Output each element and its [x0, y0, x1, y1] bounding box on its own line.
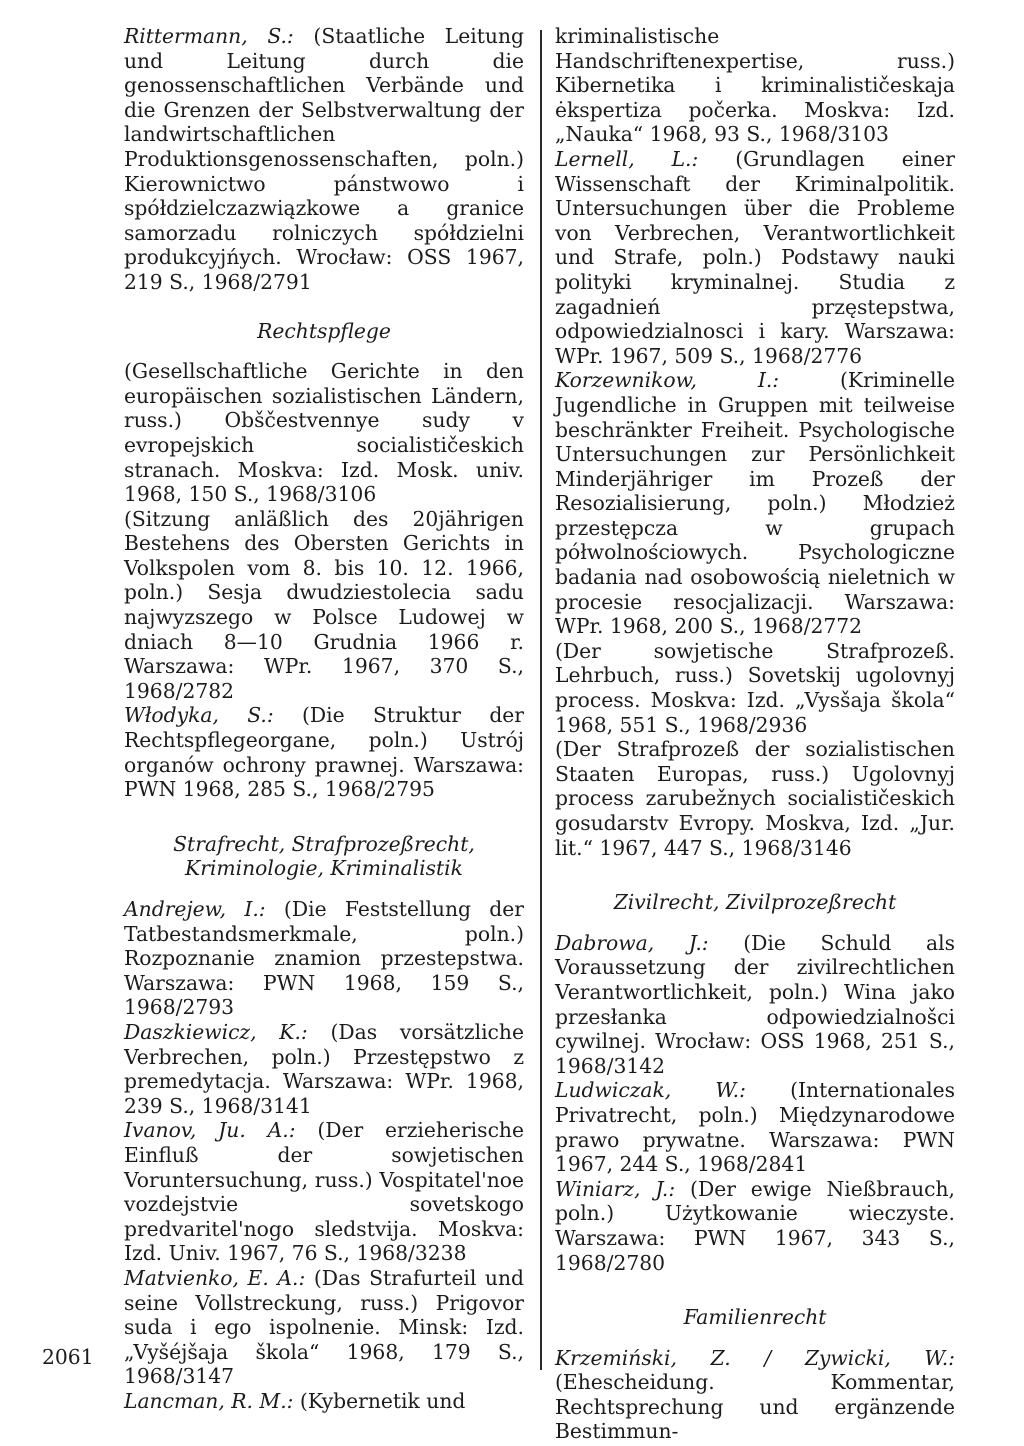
entry-author: Ivanov, Ju. A.: — [124, 1118, 296, 1143]
heading-line: Zivilrecht, Zivilprozeßrecht — [613, 890, 897, 915]
entry-author: Krzemiński, Z. / Zywicki, W.: — [555, 1345, 955, 1370]
entry-author: Lancman, R. M.: — [124, 1388, 294, 1413]
entry-text: (Internationales Privatrecht, poln.) Międzynarodowe prawo prywatne. Warszawa: PWN 1967, 244 S., 1968/2841 — [555, 1078, 955, 1177]
entry-author: Korzewnikow, I.: — [555, 368, 780, 393]
entry-author: Rittermann, S.: — [124, 24, 294, 48]
bibliography-entry — [124, 507, 524, 704]
bibliography-entry — [555, 737, 955, 860]
right-column — [555, 24, 955, 1444]
entry-text: (Ehescheidung. Kommentar, Rechtsprechung und ergänzende Bestimmun- — [555, 1370, 955, 1444]
bibliography-entry — [124, 24, 524, 295]
heading-line: Rechtspflege — [257, 318, 391, 343]
heading-line: Strafrecht, Strafprozeßrecht, — [173, 831, 475, 856]
entry-text: (Der Strafprozeß der sozialistischen Staaten Europas, russ.) Ugolovnyj process zarubežnych socialističeskich gosudarstv Evropy. Moskva, Izd. „Jur. lit.“ 1967, 447 S., 1968/3146 — [555, 737, 955, 860]
entry-author: Włodyka, S.: — [124, 703, 274, 728]
entry-author: Daszkiewicz, K.: — [124, 1019, 308, 1044]
bibliography-entry — [124, 897, 524, 1020]
entry-text: (Kriminelle Jugendliche in Gruppen mit teilweise beschränkter Freiheit. Psychologische Untersuchungen zur Persönlichkeit Minderjähriger im Prozeß der Resozialisierung, poln.) Młodzież przestępcza w grupach półwolnościowych. Psychologiczne badania nad osobowością nieletnich w procesie resocjalizacji. Warszawa: WPr. 1968, 200 S., 1968/2772 — [555, 368, 956, 639]
bibliography-entry — [555, 1078, 955, 1176]
section-heading-zivilrecht — [555, 890, 955, 915]
heading-line: Kriminologie, Kriminalistik — [185, 856, 463, 881]
entry-text: (Die Struktur der Rechtspflegeorgane, poln.) Ustrój organów ochrony prawnej. Warszawa: PWN 1968, 285 S., 1968/2795 — [124, 703, 524, 802]
entry-text: (Das Strafurteil und seine Vollstreckung, russ.) Prigovor suda i ego ispolnenie. Minsk: Izd. „Vyšéjšaja škola“ 1968, 179 S., 1968/3147 — [124, 1265, 524, 1389]
entry-text: (Der sowjetische Strafprozeß. Lehrbuch, russ.) Sovetskij ugolovnyj process. Moskva: Izd. „Vysšaja škola“ 1968, 551 S., 1968/2936 — [555, 638, 955, 737]
bibliography-entry — [555, 368, 955, 639]
bibliography-entry — [124, 1389, 524, 1414]
section-heading-rechtspflege — [124, 319, 524, 344]
entry-text: (Das vorsätzliche Verbrechen, poln.) Przestępstwo z premedytacja. Warszawa: WPr. 1968, 239 S., 1968/3141 — [124, 1019, 524, 1118]
entry-author: Winiarz, J.: — [555, 1176, 676, 1201]
entry-text: kriminalistische Handschriftenexpertise, russ.) Kibernetika i kriminalističeskaja ėkspertiza počerka. Moskva: Izd. „Nauka“ 1968, 93 S., 1968/3103 — [555, 24, 955, 147]
entry-author: Ludwiczak, W.: — [555, 1078, 746, 1103]
bibliography-entry — [555, 147, 955, 368]
column-divider — [540, 30, 542, 1370]
bibliography-entry — [124, 359, 524, 507]
entry-author: Dabrowa, J.: — [555, 930, 709, 955]
bibliography-entry — [124, 1118, 524, 1266]
entry-text: (Grundlagen einer Wissenschaft der Kriminalpolitik. Untersuchungen über die Probleme von Verbrechen, Verantwortlichkeit und Strafe, poln.) Podstawy nauki polityki kryminalnej. Studia z zagadnień przęstepstwa, odpowiedzialnosci i kary. Warszawa: WPr. 1967, 509 S., 1968/2776 — [555, 146, 955, 368]
bibliography-entry — [555, 24, 955, 147]
bibliography-entry — [555, 1177, 955, 1275]
bibliography-entry — [555, 931, 955, 1079]
entry-text: (Gesellschaftliche Gerichte in den europäischen sozialistischen Ländern, russ.) Obščestvennye sudy v evropejskich socialističeskich stranach. Moskva: Izd. Mosk. univ. 1968, 150 S., 1968/3106 — [124, 359, 524, 507]
entry-text: (Der erzieherische Einfluß der sowjetischen Voruntersuchung, russ.) Vospitatel'noe vozdejstvie sovetskogo predvaritel'nogo sledstvija. Moskva: Izd. Univ. 1967, 76 S., 1968/3238 — [124, 1118, 525, 1266]
entry-author: Matvienko, E. A.: — [124, 1265, 306, 1290]
entry-text: (Die Schuld als Voraussetzung der zivilrechtlichen Verantwortlichkeit, poln.) Wina jako przesłanka odpowiedzialnošci cywilnej. Wrocław: OSS 1968, 251 S., 1968/3142 — [555, 930, 955, 1078]
section-heading-strafrecht — [124, 832, 524, 881]
bibliography-entry — [555, 639, 955, 737]
entry-author: Lernell, L.: — [555, 146, 699, 171]
entry-text: (Die Feststellung der Tatbestandsmerkmale, poln.) Rozpoznanie znamion przestepstwa. Warszawa: PWN 1968, 159 S., 1968/2793 — [124, 897, 524, 1020]
entry-text: (Staatliche Leitung und Leitung durch die genossenschaftlichen Verbände und die Grenzen der Selbstverwaltung der landwirtschaftlichen Produktionsgenossenschaften, poln.) Kierownictwo pánstwowo i spółdzielczazwiązkowe a granice samorzadu rolniczych spółdzielni produkcyjńych. Wrocław: OSS 1967, 219 S., 1968/2791 — [124, 24, 524, 294]
entry-text: (Sitzung anläßlich des 20jährigen Bestehens des Obersten Gerichts in Volkspolen vom 8. bis 10. 12. 1966, poln.) Sesja dwudziestolecia sadu najwyzszego w Polsce Ludowej w dniach 8—10 Grudnia 1966 r. Warszawa: WPr. 1967, 370 S., 1968/2782 — [124, 506, 524, 703]
heading-line: Familienrecht — [683, 1305, 827, 1330]
bibliography-entry — [124, 703, 524, 801]
page-number: 2061 — [42, 1345, 94, 1369]
left-column — [124, 24, 524, 1413]
bibliography-entry — [124, 1266, 524, 1389]
entry-text: (Kybernetik und — [293, 1388, 466, 1413]
entry-text: (Der ewige Nießbrauch, poln.) Użytkowanie wieczyste. Warszawa: PWN 1967, 343 S., 1968/2780 — [555, 1176, 955, 1275]
bibliography-entry — [124, 1020, 524, 1118]
section-heading-familienrecht — [555, 1305, 955, 1330]
bibliography-entry — [555, 1346, 955, 1444]
entry-author: Andrejew, I.: — [124, 897, 266, 921]
